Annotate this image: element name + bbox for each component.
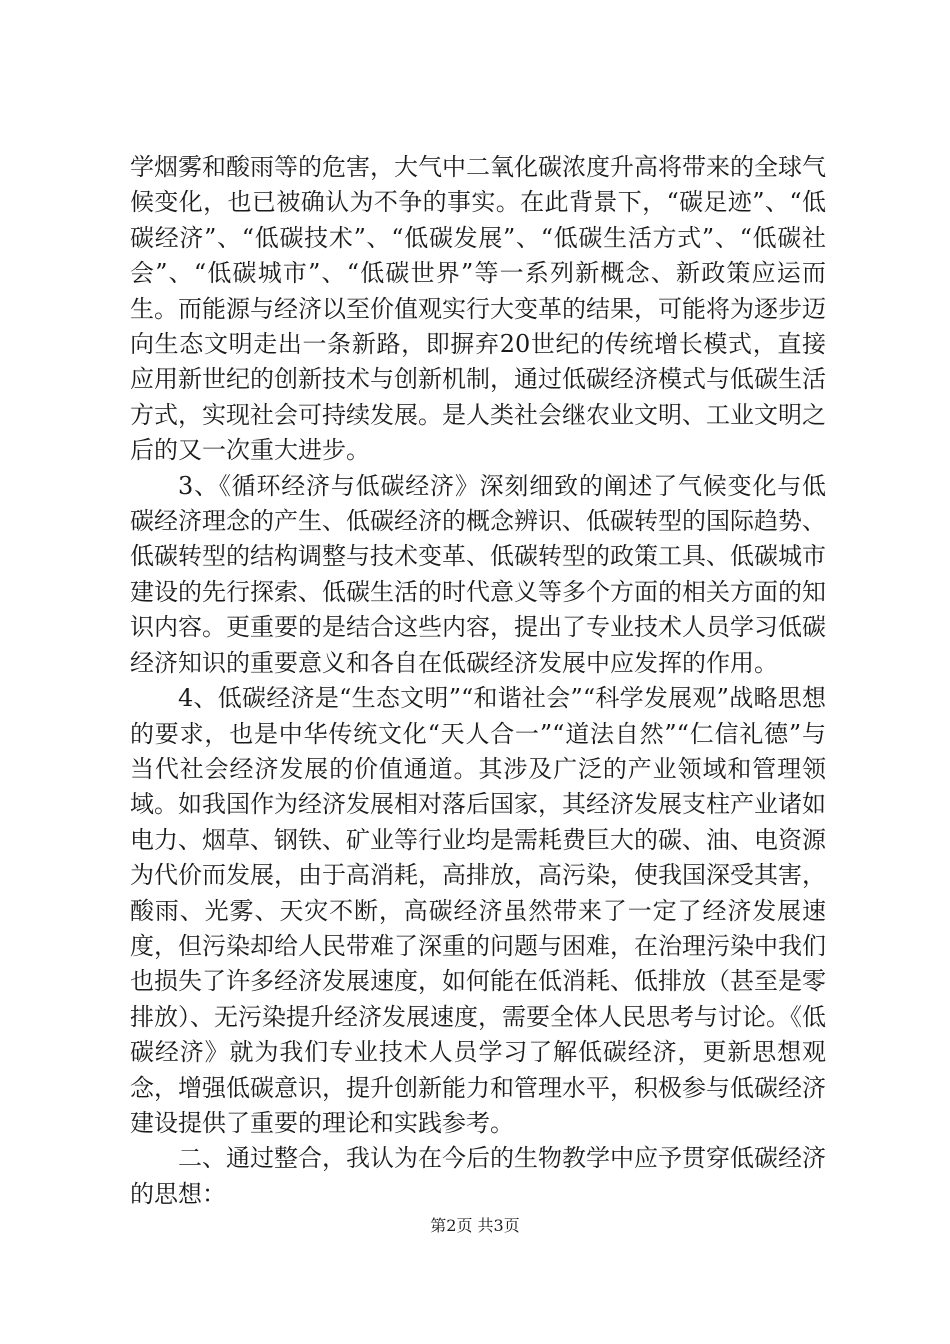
paragraph-continuation: 学烟雾和酸雨等的危害，大气中二氧化碳浓度升高将带来的全球气候变化，也已被确认为不争的事实。在此背景下，“碳足迹”、“低碳经济”、“低碳技术”、“低碳发展”、“低碳生活方式”、“低碳社会”、“低碳城市”、“低碳世界”等一系列新概念、新政策应运而生。而能源与经济以至价值观实行大变革的结果，可能将为逐步迈向生态文明走出一条新路，即摒弃20世纪的传统增长模式，直接应用新世纪的创新技术与创新机制，通过低碳经济模式与低碳生活方式，实现社会可持续发展。是人类社会继农业文明、工业文明之后的又一次重大进步。 bbox=[130, 153, 826, 465]
body-text bbox=[130, 150, 826, 1212]
paragraph-item-3: 3、《循环经济与低碳经济》深刻细致的阐述了气候变化与低碳经济理念的产生、低碳经济的概念辨识、低碳转型的国际趋势、低碳转型的结构调整与技术变革、低碳转型的政策工具、低碳城市建设的先行探索、低碳生活的时代意义等多个方面的相关方面的知识内容。更重要的是结合这些内容，提出了专业技术人员学习低碳经济知识的重要意义和各自在低碳经济发展中应发挥的作用。 bbox=[130, 471, 826, 677]
page-footer: 第2页 共3页 bbox=[430, 1216, 520, 1235]
paragraph-item-4: 4、低碳经济是“生态文明”“和谐社会”“科学发展观”战略思想的要求，也是中华传统文化“天人合一”“道法自然”“仁信礼德”与当代社会经济发展的价值通道。其涉及广泛的产业领域和管理领域。如我国作为经济发展相对落后国家，其经济发展支柱产业诸如电力、烟草、钢铁、矿业等行业均是需耗费巨大的碳、油、电资源为代价而发展，由于高消耗，高排放，高污染，使我国深受其害，酸雨、光雾、天灾不断，高碳经济虽然带来了一定了经济发展速度，但污染却给人民带难了深重的问题与困难，在治理污染中我们也损失了许多经济发展速度，如何能在低消耗、低排放（甚至是零排放）、无污染提升经济发展速度，需要全体人民思考与讨论。《低碳经济》就为我们专业技术人员学习了解低碳经济，更新思想观念，增强低碳意识，提升创新能力和管理水平，积极参与低碳经济建设提供了重要的理论和实践参考。 bbox=[130, 684, 826, 1137]
paragraph-section-2: 二、通过整合，我认为在今后的生物教学中应予贯穿低碳经济的思想： bbox=[130, 1144, 826, 1208]
